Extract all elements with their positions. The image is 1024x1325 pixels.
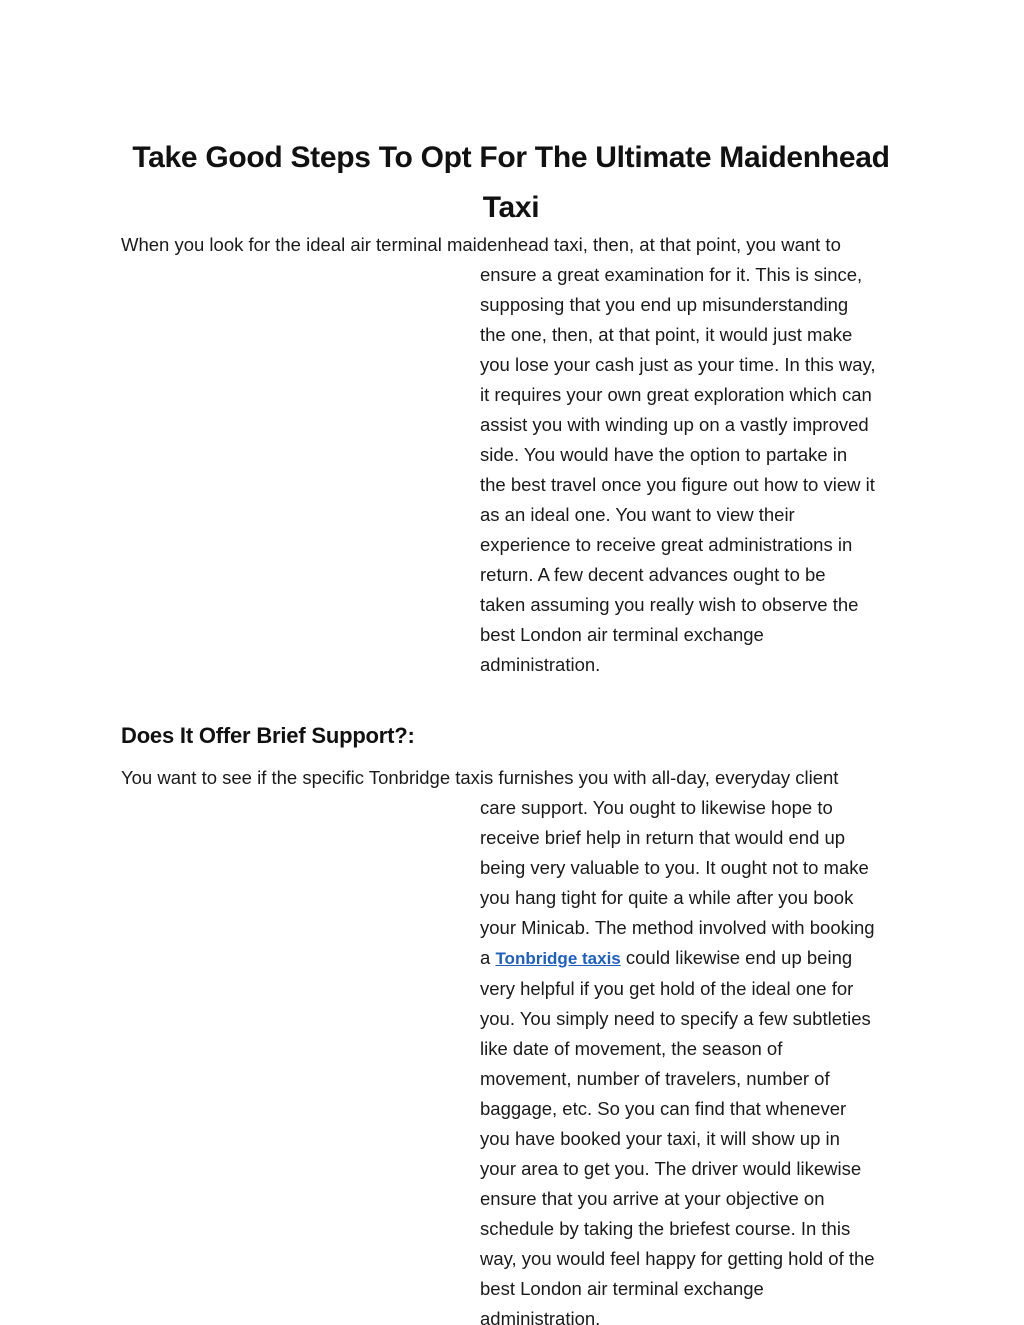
tonbridge-taxis-link[interactable]: Tonbridge taxis <box>495 949 621 968</box>
link-line-suffix: could likewise end up being <box>620 947 853 968</box>
body-line: ensure a great examination for it. This is since, <box>480 264 863 285</box>
body-line: taken assuming you really wish to observe the <box>480 594 859 615</box>
body-line: receive brief help in return that would end up <box>480 827 846 848</box>
body-line: best London air terminal exchange <box>480 1278 764 1299</box>
body-line: best London air terminal exchange <box>480 624 764 645</box>
body-line: administration. <box>480 654 601 675</box>
body-line: the best travel once you figure out how to view it <box>480 474 875 495</box>
body-line: experience to receive great administrations in <box>480 534 853 555</box>
body-line: your area to get you. The driver would likewise <box>480 1158 862 1179</box>
page-title: Take Good Steps To Opt For The Ultimate Maidenhead Taxi <box>132 141 890 224</box>
body-line: ensure that you arrive at your objective on <box>480 1188 825 1209</box>
body-line: it requires your own great exploration which can <box>480 384 872 405</box>
body-line: you hang tight for quite a while after you book <box>480 887 854 908</box>
body-line: you lose your cash just as your time. In this way, <box>480 354 876 375</box>
body-line: you. You simply need to specify a few subtleties <box>480 1008 871 1029</box>
body-line-with-link <box>480 943 875 974</box>
body-line: return. A few decent advances ought to be <box>480 564 826 585</box>
body-line: like date of movement, the season of <box>480 1038 783 1059</box>
section1-body <box>480 260 876 680</box>
body-line: care support. You ought to likewise hope to <box>480 797 833 818</box>
body-line: as an ideal one. You want to view their <box>480 504 795 525</box>
body-line: supposing that you end up misunderstanding <box>480 294 849 315</box>
body-line: you have booked your taxi, it will show up in <box>480 1128 840 1149</box>
body-line: movement, number of travelers, number of <box>480 1068 830 1089</box>
body-line: the one, then, at that point, it would just make <box>480 324 853 345</box>
section1-first-line: When you look for the ideal air terminal maidenhead taxi, then, at that point, you want to <box>121 234 841 255</box>
body-line: way, you would feel happy for getting hold of the <box>480 1248 875 1269</box>
body-line: very helpful if you get hold of the ideal one for <box>480 978 854 999</box>
link-line-prefix: a <box>480 947 496 968</box>
body-line: your Minicab. The method involved with booking <box>480 917 875 938</box>
section2-body <box>480 793 875 1325</box>
section-heading: Does It Offer Brief Support?: <box>121 723 415 748</box>
body-line: schedule by taking the briefest course. In this <box>480 1218 851 1239</box>
body-line: side. You would have the option to partake in <box>480 444 848 465</box>
body-line: baggage, etc. So you can find that whenever <box>480 1098 847 1119</box>
body-line: administration. <box>480 1308 601 1325</box>
section2-first-line: You want to see if the specific Tonbridge taxis furnishes you with all-day, everyday client <box>121 767 839 788</box>
body-line: being very valuable to you. It ought not to make <box>480 857 869 878</box>
body-line: assist you with winding up on a vastly improved <box>480 414 869 435</box>
